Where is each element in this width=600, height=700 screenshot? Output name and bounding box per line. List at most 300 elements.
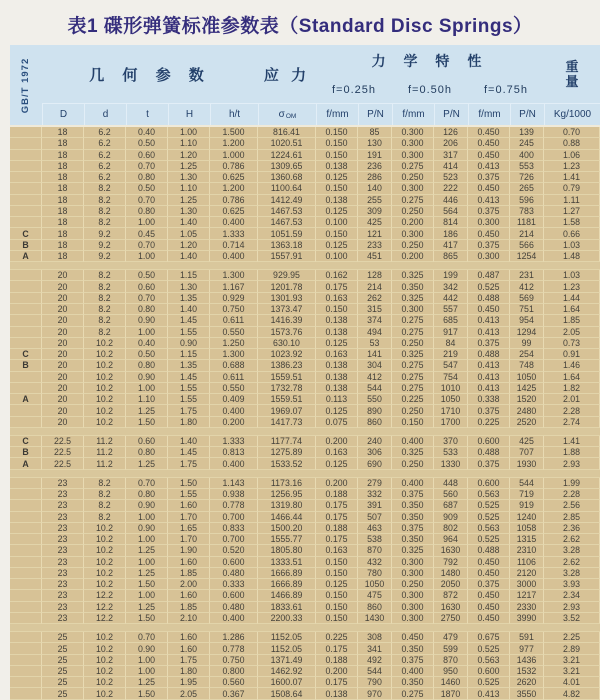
cell-f050-fmm: 0.300 <box>392 613 434 624</box>
cell-d: 12.2 <box>84 602 126 613</box>
cell-series-label <box>10 500 42 511</box>
cell-t: 1.50 <box>126 613 168 624</box>
cell-f075-pn: 3990 <box>510 613 544 624</box>
cell-f075-pn: 1058 <box>510 523 544 534</box>
cell-weight: 1.82 <box>544 383 600 394</box>
cell-sigma: 1177.74 <box>258 436 316 447</box>
cell-series-label <box>10 293 42 304</box>
cell-f050-fmm: 0.400 <box>392 436 434 447</box>
cell-f075-fmm: 0.450 <box>468 127 510 138</box>
cell-sigma: 816.41 <box>258 127 316 138</box>
cell-f025-fmm: 0.150 <box>316 150 358 161</box>
cell-weight: 2.56 <box>544 500 600 511</box>
cell-f075-pn: 2520 <box>510 417 544 428</box>
cell-sigma: 1371.49 <box>258 655 316 666</box>
cell-f050-fmm: 0.300 <box>392 568 434 579</box>
cell-f050-pn: 417 <box>434 240 468 251</box>
cell-f025-fmm: 0.125 <box>316 405 358 416</box>
cell-f050-fmm: 0.250 <box>392 579 434 590</box>
cell-sigma: 1466.44 <box>258 512 316 523</box>
cell-series-label <box>10 602 42 613</box>
cell-f075-pn: 2620 <box>510 677 544 688</box>
cell-f075-fmm: 0.375 <box>468 172 510 183</box>
cell-H: 1.95 <box>168 677 210 688</box>
cell-f050-pn: 1010 <box>434 383 468 394</box>
cell-f050-fmm: 0.325 <box>392 270 434 281</box>
table-row <box>10 557 600 568</box>
cell-weight: 1.46 <box>544 360 600 371</box>
cell-d: 10.2 <box>84 394 126 405</box>
cell-f050-fmm: 0.350 <box>392 534 434 545</box>
cell-f075-pn: 1181 <box>510 217 544 228</box>
col-header-sigma <box>258 103 316 125</box>
cell-t: 0.45 <box>126 228 168 239</box>
cell-f075-pn: 726 <box>510 172 544 183</box>
cell-f075-fmm: 0.488 <box>468 545 510 556</box>
cell-series-label: C <box>10 436 42 447</box>
table-row <box>10 206 600 217</box>
cell-t: 0.50 <box>126 349 168 360</box>
cell-f025-pn: 391 <box>358 500 392 511</box>
col-header-f025-fmm: f/mm <box>316 103 358 125</box>
cell-ht: 0.625 <box>210 172 258 183</box>
cell-ht: 0.750 <box>210 655 258 666</box>
cell-series-label <box>10 655 42 666</box>
cell-f075-pn: 1520 <box>510 394 544 405</box>
cell-series-label <box>10 643 42 654</box>
cell-t: 0.40 <box>126 127 168 138</box>
cell-f075-pn: 1217 <box>510 590 544 601</box>
cell-series-label <box>10 417 42 428</box>
cell-D: 20 <box>42 394 84 405</box>
cell-D: 20 <box>42 360 84 371</box>
cell-D: 23 <box>42 602 84 613</box>
cell-f050-fmm: 0.150 <box>392 417 434 428</box>
cell-f050-pn: 1460 <box>434 677 468 688</box>
col-header-t: t <box>126 103 168 125</box>
cell-H: 1.60 <box>168 590 210 601</box>
cell-H: 1.70 <box>168 512 210 523</box>
cell-D: 23 <box>42 613 84 624</box>
cell-f025-pn: 425 <box>358 217 392 228</box>
cell-f050-fmm: 0.400 <box>392 666 434 677</box>
table-row <box>10 632 600 643</box>
cell-series-label <box>10 327 42 338</box>
cell-D: 23 <box>42 568 84 579</box>
cell-ht: 1.500 <box>210 127 258 138</box>
cell-sigma: 1275.89 <box>258 447 316 458</box>
cell-sigma: 1559.51 <box>258 372 316 383</box>
cell-D: 18 <box>42 195 84 206</box>
cell-f075-fmm: 0.375 <box>468 338 510 349</box>
cell-ht: 1.250 <box>210 338 258 349</box>
cell-H: 1.00 <box>168 127 210 138</box>
cell-weight: 1.23 <box>544 281 600 292</box>
cell-D: 23 <box>42 534 84 545</box>
cell-sigma: 1533.52 <box>258 458 316 469</box>
cell-weight: 1.11 <box>544 195 600 206</box>
cell-weight: 1.06 <box>544 150 600 161</box>
cell-series-label <box>10 195 42 206</box>
cell-t: 1.00 <box>126 512 168 523</box>
cell-d: 8.2 <box>84 512 126 523</box>
cell-f050-fmm: 0.250 <box>392 338 434 349</box>
cell-f025-fmm: 0.163 <box>316 349 358 360</box>
cell-f025-fmm: 0.188 <box>316 489 358 500</box>
cell-weight: 4.01 <box>544 677 600 688</box>
cell-f025-fmm: 0.125 <box>316 338 358 349</box>
cell-f075-pn: 748 <box>510 360 544 371</box>
cell-d: 8.2 <box>84 327 126 338</box>
cell-d: 10.2 <box>84 349 126 360</box>
cell-f050-fmm: 0.350 <box>392 677 434 688</box>
cell-ht: 0.700 <box>210 512 258 523</box>
cell-D: 20 <box>42 293 84 304</box>
cell-f050-pn: 186 <box>434 228 468 239</box>
cell-f075-pn: 954 <box>510 315 544 326</box>
cell-ht: 0.200 <box>210 417 258 428</box>
cell-ht: 0.600 <box>210 590 258 601</box>
cell-D: 18 <box>42 138 84 149</box>
table-header <box>10 45 600 127</box>
cell-f025-pn: 53 <box>358 338 392 349</box>
cell-sigma: 1466.89 <box>258 590 316 601</box>
cell-t: 0.70 <box>126 478 168 489</box>
cell-f025-pn: 262 <box>358 293 392 304</box>
cell-f050-fmm: 0.350 <box>392 281 434 292</box>
cell-f050-pn: 199 <box>434 270 468 281</box>
cell-f075-pn: 553 <box>510 161 544 172</box>
cell-t: 0.40 <box>126 338 168 349</box>
cell-d: 9.2 <box>84 251 126 262</box>
cell-t: 0.90 <box>126 372 168 383</box>
cell-t: 0.50 <box>126 138 168 149</box>
cell-f050-fmm: 0.275 <box>392 360 434 371</box>
table-row <box>10 240 600 251</box>
cell-H: 1.15 <box>168 349 210 360</box>
cell-f075-pn: 1532 <box>510 666 544 677</box>
cell-f050-fmm: 0.250 <box>392 405 434 416</box>
cell-H: 1.25 <box>168 161 210 172</box>
cell-series-label <box>10 512 42 523</box>
cell-f025-fmm: 0.188 <box>316 523 358 534</box>
cell-t: 1.00 <box>126 383 168 394</box>
cell-H: 1.05 <box>168 228 210 239</box>
cell-f075-pn: 400 <box>510 150 544 161</box>
cell-series-label: B <box>10 447 42 458</box>
cell-f050-fmm: 0.275 <box>392 372 434 383</box>
cell-f050-fmm: 0.300 <box>392 183 434 194</box>
cell-f025-pn: 870 <box>358 545 392 556</box>
cell-D: 18 <box>42 217 84 228</box>
cell-weight: 4.82 <box>544 688 600 699</box>
cell-f025-pn: 85 <box>358 127 392 138</box>
cell-t: 1.50 <box>126 688 168 699</box>
cell-f025-fmm: 0.150 <box>316 183 358 194</box>
cell-f050-pn: 2050 <box>434 579 468 590</box>
cell-weight: 0.91 <box>544 349 600 360</box>
cell-D: 20 <box>42 304 84 315</box>
cell-d: 10.2 <box>84 545 126 556</box>
cell-H: 1.55 <box>168 394 210 405</box>
table-row <box>10 478 600 489</box>
cell-f025-fmm: 0.188 <box>316 655 358 666</box>
cell-sigma: 630.10 <box>258 338 316 349</box>
cell-H: 0.90 <box>168 338 210 349</box>
cell-f025-pn: 315 <box>358 304 392 315</box>
cell-f050-fmm: 0.275 <box>392 195 434 206</box>
cell-t: 0.90 <box>126 500 168 511</box>
cell-t: 1.00 <box>126 251 168 262</box>
cell-series-label <box>10 557 42 568</box>
cell-f050-pn: 414 <box>434 161 468 172</box>
cell-ht: 0.400 <box>210 251 258 262</box>
cell-f075-fmm: 0.375 <box>468 240 510 251</box>
cell-H: 1.60 <box>168 500 210 511</box>
table-row <box>10 172 600 183</box>
cell-t: 1.25 <box>126 568 168 579</box>
cell-f050-fmm: 0.200 <box>392 217 434 228</box>
cell-sigma: 1805.80 <box>258 545 316 556</box>
cell-f075-pn: 1294 <box>510 327 544 338</box>
cell-f050-fmm: 0.300 <box>392 304 434 315</box>
cell-f075-fmm: 0.488 <box>468 349 510 360</box>
cell-ht: 0.700 <box>210 534 258 545</box>
cell-H: 1.20 <box>168 150 210 161</box>
cell-H: 1.30 <box>168 281 210 292</box>
cell-H: 1.75 <box>168 458 210 469</box>
cell-f075-fmm: 0.450 <box>468 150 510 161</box>
cell-ht: 0.714 <box>210 240 258 251</box>
cell-H: 1.55 <box>168 489 210 500</box>
table-row <box>10 512 600 523</box>
table-row <box>10 183 600 194</box>
cell-series-label: B <box>10 360 42 371</box>
cell-series-label <box>10 613 42 624</box>
cell-f050-fmm: 0.225 <box>392 394 434 405</box>
table-row <box>10 138 600 149</box>
cell-f050-pn: 370 <box>434 436 468 447</box>
cell-f025-pn: 970 <box>358 688 392 699</box>
cell-f025-fmm: 0.125 <box>316 458 358 469</box>
table-row <box>10 327 600 338</box>
cell-d: 8.2 <box>84 217 126 228</box>
table-row <box>10 372 600 383</box>
cell-f075-pn: 265 <box>510 183 544 194</box>
cell-t: 1.25 <box>126 458 168 469</box>
cell-f075-fmm: 0.375 <box>468 579 510 590</box>
cell-sigma: 1416.39 <box>258 315 316 326</box>
cell-f050-pn: 754 <box>434 372 468 383</box>
cell-sigma: 1500.20 <box>258 523 316 534</box>
cell-f025-fmm: 0.150 <box>316 228 358 239</box>
cell-f050-fmm: 0.300 <box>392 228 434 239</box>
cell-weight: 1.41 <box>544 436 600 447</box>
table-row <box>10 417 600 428</box>
cell-t: 1.50 <box>126 417 168 428</box>
cell-t: 1.10 <box>126 394 168 405</box>
col-header-kg: Kg/1000 <box>544 103 600 125</box>
table-row <box>10 568 600 579</box>
cell-series-label <box>10 217 42 228</box>
cell-f075-pn: 591 <box>510 632 544 643</box>
cell-f025-fmm: 0.100 <box>316 217 358 228</box>
cell-weight: 3.52 <box>544 613 600 624</box>
cell-weight: 2.28 <box>544 405 600 416</box>
standard-label-vertical <box>10 45 42 125</box>
cell-weight: 1.23 <box>544 161 600 172</box>
cell-sigma: 1573.76 <box>258 327 316 338</box>
cell-sigma: 1319.80 <box>258 500 316 511</box>
cell-d: 8.2 <box>84 281 126 292</box>
cell-weight: 1.88 <box>544 447 600 458</box>
cell-series-label <box>10 372 42 383</box>
cell-sigma: 1373.47 <box>258 304 316 315</box>
cell-ht: 0.778 <box>210 643 258 654</box>
cell-t: 0.50 <box>126 183 168 194</box>
cell-f050-fmm: 0.250 <box>392 206 434 217</box>
cell-weight: 1.64 <box>544 304 600 315</box>
cell-ht: 0.480 <box>210 602 258 613</box>
cell-ht: 1.200 <box>210 183 258 194</box>
table-row <box>10 150 600 161</box>
cell-f050-pn: 909 <box>434 512 468 523</box>
cell-d: 6.2 <box>84 161 126 172</box>
cell-D: 23 <box>42 557 84 568</box>
cell-weight: 1.27 <box>544 206 600 217</box>
cell-series-label <box>10 281 42 292</box>
cell-f075-fmm: 0.563 <box>468 523 510 534</box>
cell-ht: 1.286 <box>210 632 258 643</box>
cell-weight: 1.48 <box>544 251 600 262</box>
cell-t: 0.60 <box>126 436 168 447</box>
cell-f025-fmm: 0.125 <box>316 172 358 183</box>
cell-t: 1.25 <box>126 602 168 613</box>
cell-f050-fmm: 0.350 <box>392 500 434 511</box>
cell-sigma: 1555.77 <box>258 534 316 545</box>
cell-f075-fmm: 0.563 <box>468 655 510 666</box>
cell-f025-fmm: 0.175 <box>316 677 358 688</box>
cell-D: 20 <box>42 315 84 326</box>
cell-f025-pn: 309 <box>358 206 392 217</box>
cell-d: 8.2 <box>84 304 126 315</box>
cell-d: 10.2 <box>84 523 126 534</box>
cell-f075-fmm: 0.300 <box>468 251 510 262</box>
cell-f025-pn: 236 <box>358 161 392 172</box>
cell-ht: 0.778 <box>210 500 258 511</box>
cell-H: 1.10 <box>168 138 210 149</box>
cell-f025-pn: 128 <box>358 270 392 281</box>
cell-f050-pn: 950 <box>434 666 468 677</box>
cell-f025-fmm: 0.100 <box>316 251 358 262</box>
cell-series-label <box>10 568 42 579</box>
cell-t: 0.90 <box>126 315 168 326</box>
cell-H: 1.60 <box>168 557 210 568</box>
cell-f075-fmm: 0.600 <box>468 478 510 489</box>
cell-ht: 0.786 <box>210 195 258 206</box>
cell-t: 1.25 <box>126 677 168 688</box>
cell-f050-pn: 1630 <box>434 602 468 613</box>
cell-f075-pn: 425 <box>510 436 544 447</box>
cell-t: 1.00 <box>126 655 168 666</box>
col-header-ht: h/t <box>210 103 258 125</box>
cell-f075-fmm: 0.600 <box>468 666 510 677</box>
cell-f050-pn: 533 <box>434 447 468 458</box>
cell-d: 8.2 <box>84 489 126 500</box>
cell-f025-fmm: 0.175 <box>316 281 358 292</box>
cell-series-label: B <box>10 240 42 251</box>
cell-f050-pn: 685 <box>434 315 468 326</box>
cell-sigma: 1666.89 <box>258 568 316 579</box>
cell-sigma: 1309.65 <box>258 161 316 172</box>
cell-D: 25 <box>42 655 84 666</box>
cell-f025-fmm: 0.150 <box>316 138 358 149</box>
cell-f075-pn: 245 <box>510 138 544 149</box>
cell-series-label <box>10 315 42 326</box>
header-weight-top: 重 <box>565 59 579 74</box>
cell-f025-pn: 538 <box>358 534 392 545</box>
cell-series-label <box>10 183 42 194</box>
cell-f025-fmm: 0.225 <box>316 632 358 643</box>
col-header-d: d <box>84 103 126 125</box>
cell-H: 1.55 <box>168 383 210 394</box>
table-row <box>10 217 600 228</box>
cell-ht: 0.833 <box>210 523 258 534</box>
cell-H: 1.80 <box>168 666 210 677</box>
cell-f050-fmm: 0.350 <box>392 643 434 654</box>
cell-d: 6.2 <box>84 127 126 138</box>
cell-f050-fmm: 0.275 <box>392 327 434 338</box>
cell-f025-fmm: 0.175 <box>316 512 358 523</box>
cell-sigma: 929.95 <box>258 270 316 281</box>
cell-f075-fmm: 0.450 <box>468 183 510 194</box>
page-title: 表1 碟形弹簧标准参数表（Standard Disc Springs） <box>67 16 533 37</box>
cell-D: 18 <box>42 206 84 217</box>
cell-weight: 2.34 <box>544 590 600 601</box>
cell-f075-pn: 2480 <box>510 405 544 416</box>
cell-f025-fmm: 0.200 <box>316 436 358 447</box>
header-mechanical: 力 学 特 性 <box>371 53 489 69</box>
cell-d: 10.2 <box>84 655 126 666</box>
cell-f075-pn: 139 <box>510 127 544 138</box>
cell-D: 20 <box>42 270 84 281</box>
cell-sigma: 1224.61 <box>258 150 316 161</box>
cell-f075-fmm: 0.375 <box>468 405 510 416</box>
cell-D: 25 <box>42 677 84 688</box>
cell-weight: 1.03 <box>544 240 600 251</box>
cell-f075-fmm: 0.488 <box>468 447 510 458</box>
cell-t: 1.25 <box>126 545 168 556</box>
cell-t: 0.60 <box>126 150 168 161</box>
cell-f075-pn: 1254 <box>510 251 544 262</box>
cell-D: 20 <box>42 372 84 383</box>
cell-f025-pn: 374 <box>358 315 392 326</box>
cell-D: 23 <box>42 523 84 534</box>
cell-sigma: 1508.64 <box>258 688 316 699</box>
cell-d: 10.2 <box>84 666 126 677</box>
table-row <box>10 590 600 601</box>
cell-d: 6.2 <box>84 150 126 161</box>
table-row <box>10 523 600 534</box>
cell-f075-fmm: 0.300 <box>468 217 510 228</box>
cell-weight: 2.01 <box>544 394 600 405</box>
cell-f025-pn: 233 <box>358 240 392 251</box>
cell-H: 1.85 <box>168 602 210 613</box>
cell-sigma: 1360.68 <box>258 172 316 183</box>
cell-D: 18 <box>42 172 84 183</box>
cell-H: 1.85 <box>168 568 210 579</box>
cell-f025-pn: 860 <box>358 602 392 613</box>
